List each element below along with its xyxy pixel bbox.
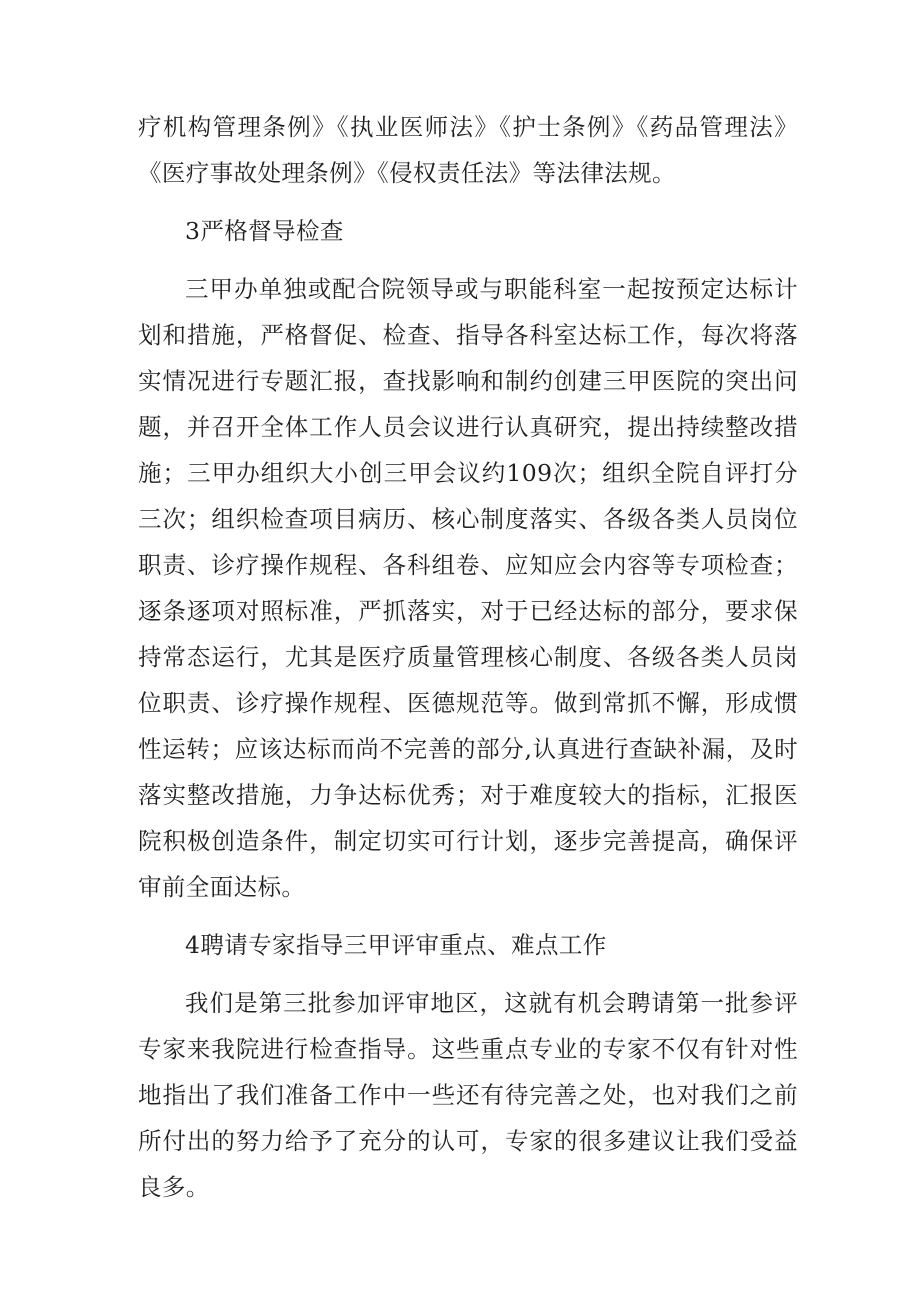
section-heading-4: 4聘请专家指导三甲评审重点、难点工作 bbox=[185, 931, 607, 959]
paragraph-strict-supervision: 三甲办单独或配合院领导或与职能科室一起按预定达标计划和措施，严格督促、检查、指导各科室达标工作，每次将落实情况进行专题汇报，查找影响和制约创建三甲医院的突出问题，并召开全体工作人员会议进行认真研究，提出持续整改措施；三甲办组织大小创三甲会议约109次；组织全院自评打分三次；组织检查项目病历、核心制度落实、各级各类人员岗位职责、诊疗操作规程、各科组卷、应知应会内容等专项检查；逐条逐项对照标准，严抓落实，对于已经达标的部分，要求保持常态运行，尤其是医疗质量管理核心制度、各级各类人员岗位职责、诊疗操作规程、医德规范等。做到常抓不懈，形成惯性运转；应该达标而尚不完善的部分,认真进行查缺补漏，及时落实整改措施，力争达标优秀；对于难度较大的指标，汇报医院积极创造条件，制定切实可行计划，逐步完善提高，确保评审前全面达标。 bbox=[138, 275, 798, 901]
document-body bbox=[138, 104, 798, 1210]
section-heading-3: 3严格督导检查 bbox=[185, 217, 344, 245]
paragraph-expert-guidance: 我们是第三批参加评审地区，这就有机会聘请第一批参评专家来我院进行检查指导。这些重点专业的专家不仅有针对性地指出了我们准备工作中一些还有待完善之处，也对我们之前所付出的努力给予了充分的认可，专家的很多建议让我们受益良多。 bbox=[138, 989, 798, 1201]
paragraph-law-list: 疗机构管理条例》《执业医师法》《护士条例》《药品管理法》《医疗事故处理条例》《侵权责任法》等法律法规。 bbox=[138, 113, 798, 187]
